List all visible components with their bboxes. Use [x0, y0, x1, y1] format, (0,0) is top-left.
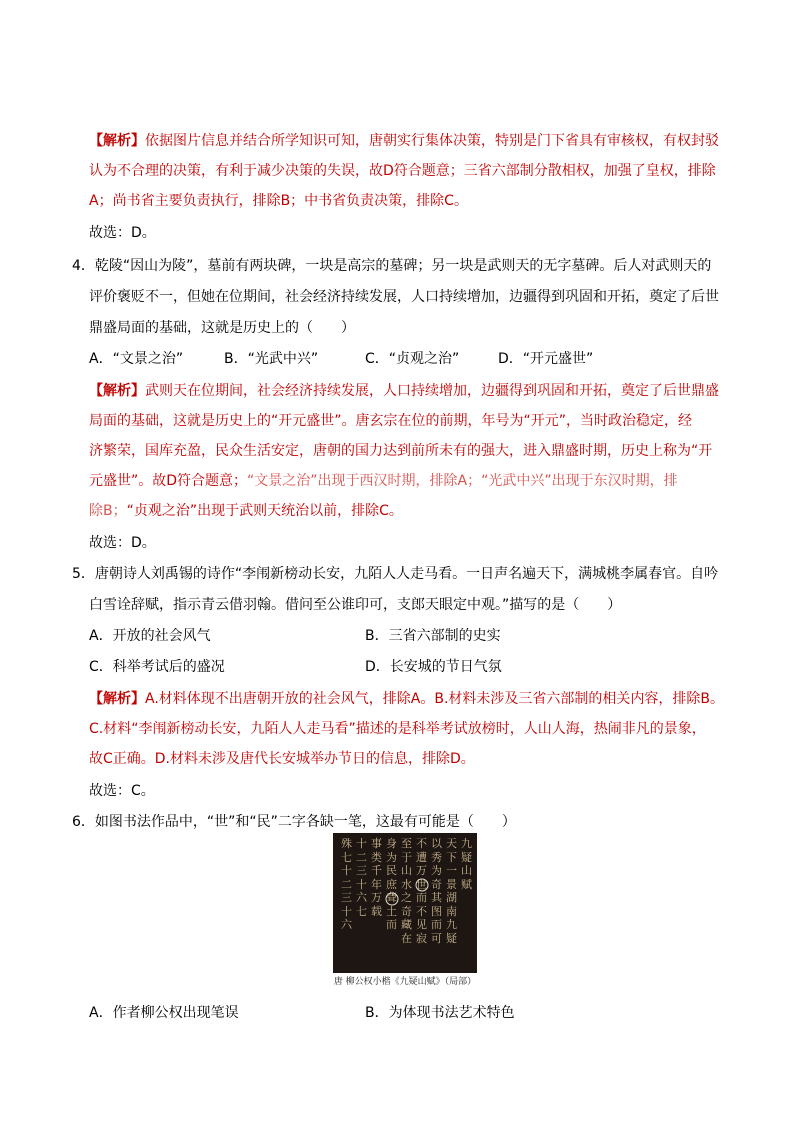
q3-analysis-line-3: A；尚书省主要负责执行，排除B；中书省负责决策，排除C。 — [89, 193, 468, 209]
q5-stem-line-1: 5．唐朝诗人刘禹锡的诗作“李闱新榜动长安，九陌人人走马看。一日声名遍天下，满城桃李属春官。自吟 — [72, 566, 719, 582]
q6-option-b[interactable]: B．为体现书法艺术特色 — [365, 1005, 515, 1021]
q6-option-a[interactable]: A．作者柳公权出现笔误 — [89, 1005, 239, 1021]
q4-option-c[interactable]: C．“贞观之治” — [365, 351, 460, 367]
q5-answer: 故选：C。 — [89, 783, 155, 799]
q5-option-b[interactable]: B．三省六部制的史实 — [365, 628, 501, 644]
q5-option-c[interactable]: C．科举考试后的盛况 — [89, 659, 225, 675]
q5-analysis-line-1: 【解析】A.材料体现不出唐朝开放的社会风气，排除A。B.材料未涉及三省六部制的相关内容，排除B。 — [89, 691, 725, 707]
q4-analysis-line-2: 局面的基础，这就是历史上的“开元盛世”。唐玄宗在位的前期，年号为“开元”，当时政治稳定，经 — [89, 413, 693, 429]
q4-analysis-line-3: 济繁荣，国库充盈，民众生活安定，唐朝的国力达到前所未有的强大，进入鼎盛时期，历史上称为“开 — [89, 443, 713, 459]
calligraphy-column: 以 秀 为 奇 其 图 而 可 — [431, 837, 442, 945]
calligraphy-column: 至 于 山 水 之 奇 藏 在 — [401, 837, 412, 945]
calligraphy-column: 九 疑 山 赋 — [461, 837, 472, 891]
q4-analysis-line-4: 元盛世”。故D符合题意；“文景之治”出现于西汉时期，排除A；“光武中兴”出现于东汉时期，排 — [89, 473, 678, 489]
figure-caption: 唐 柳公权小楷《九疑山赋》（局部） — [333, 977, 477, 987]
calligraphy-column: 身 为 民 庶 聋 土 而 — [386, 837, 397, 931]
calligraphy-column: 殊 七 十 二 三 十 六 — [341, 837, 352, 931]
q4-analysis-line-1: 【解析】武则天在位期间，社会经济持续发展，人口持续增加，边疆得到巩固和开拓，奠定了后世鼎盛 — [89, 383, 719, 399]
q5-option-a[interactable]: A．开放的社会风气 — [89, 628, 211, 644]
q5-analysis-line-3: 故C正确。D.材料未涉及唐代长安城举办节日的信息，排除D。 — [89, 751, 475, 767]
calligraphy-column: 不 遭 万 世 而 不 见 寂 — [416, 837, 427, 945]
q4-stem-line-2: 评价褒贬不一，但她在位期间，社会经济持续发展，人口持续增加，边疆得到巩固和开拓，奠定了后世 — [89, 289, 719, 305]
q4-option-d[interactable]: D．“开元盛世” — [498, 351, 594, 367]
calligraphy-column: 天 下 一 景 湖 南 九 疑 — [446, 837, 457, 945]
q4-stem-line-1: 4．乾陵“因山为陵”，墓前有两块碑，一块是高宗的墓碑；另一块是武则天的无字墓碑。后人对武则天的 — [72, 258, 712, 274]
q4-option-b[interactable]: B．“光武中兴” — [224, 351, 319, 367]
q3-analysis-line-2: 认为不合理的决策，有利于减少决策的失误，故D符合题意；三省六部制分散相权，加强了皇权，排除 — [89, 163, 716, 179]
q5-option-d[interactable]: D．长安城的节日气氛 — [365, 659, 502, 675]
q5-stem-line-2: 白雪诠辞赋，指示青云借羽翰。借问至公谁印可，支郎天眼定中观。”描写的是（ ） — [89, 597, 622, 613]
q3-answer: 故选：D。 — [89, 225, 156, 241]
analysis-tag: 【解析】 — [89, 691, 145, 707]
analysis-tag: 【解析】 — [89, 383, 145, 399]
q4-stem-line-3: 鼎盛局面的基础，这就是历史上的（ ） — [89, 320, 355, 336]
calligraphy-column: 事 类 千 年 万 载 — [371, 837, 382, 918]
circle-mark-icon — [333, 833, 477, 973]
q4-analysis-line-5: 除B；“贞观之治”出现于武则天统治以前，排除C。 — [89, 503, 403, 519]
q6-stem: 6．如图书法作品中，“世”和“民”二字各缺一笔，这最有可能是（ ） — [72, 814, 516, 830]
q4-answer: 故选：D。 — [89, 535, 156, 551]
calligraphy-image — [333, 833, 477, 973]
analysis-tag: 【解析】 — [89, 133, 145, 149]
calligraphy-column: 十 二 三 十 六 七 — [356, 837, 367, 918]
q4-option-a[interactable]: A．“文景之治” — [89, 351, 184, 367]
q3-analysis-line-1: 【解析】依据图片信息并结合所学知识可知，唐朝实行集体决策，特别是门下省具有审核权，有权封驳 — [89, 133, 719, 149]
q5-analysis-line-2: C.材料“李闱新榜动长安，九陌人人走马看”描述的是科举考试放榜时，人山人海，热闹非凡的景象， — [89, 721, 706, 737]
